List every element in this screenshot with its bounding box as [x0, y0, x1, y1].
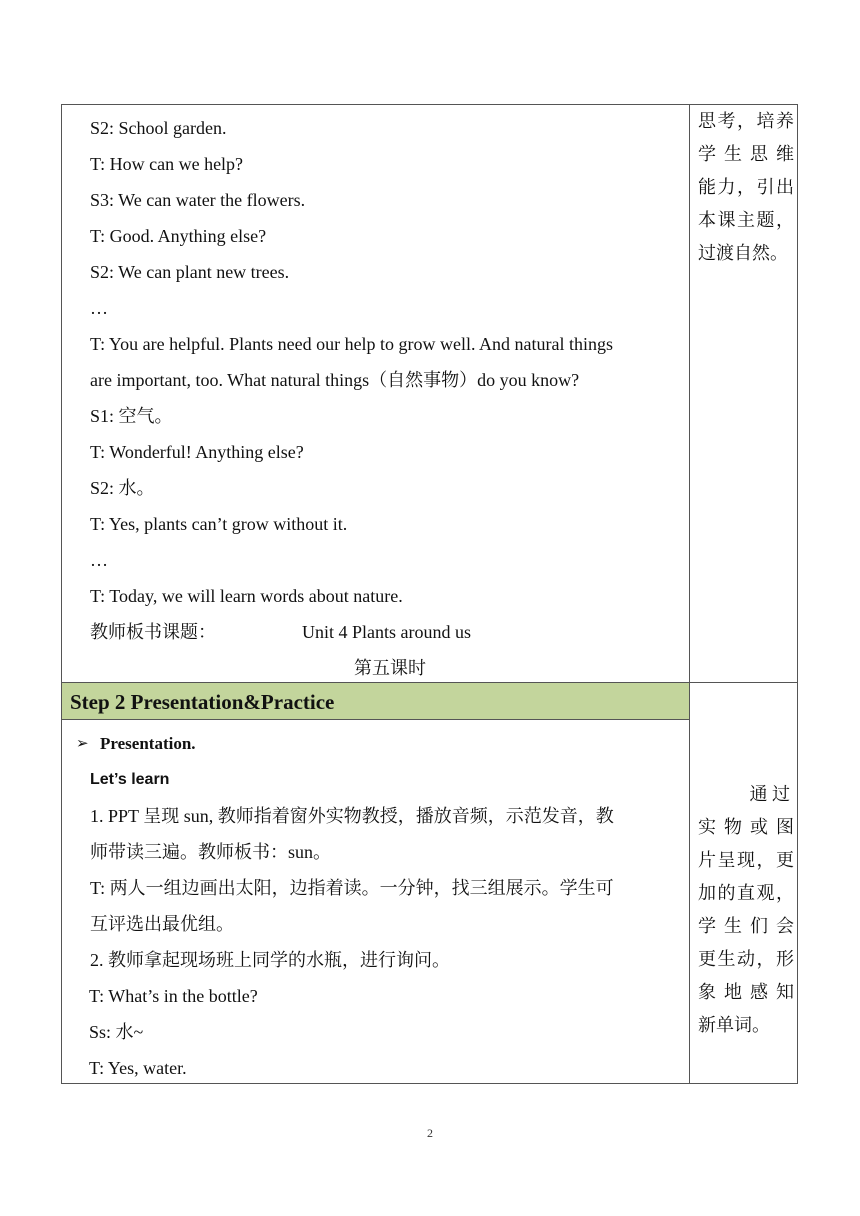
dialogue-line: S3: We can water the flowers.: [90, 190, 306, 210]
dialogue-line: T: Yes, plants can’t grow without it.: [90, 514, 348, 534]
dialogue-line: Ss: 水~: [89, 1022, 144, 1042]
board-label: 教师板书课题：: [90, 622, 216, 642]
ellipsis-line: …: [90, 298, 108, 318]
note-line: 能力，引出: [698, 177, 794, 197]
note-line: 本课主题，: [698, 210, 794, 230]
note-line: 实 物 或 图: [698, 817, 794, 837]
dialogue-line: T: Good. Anything else?: [90, 226, 267, 246]
dialogue-line: T: You are helpful. Plants need our help to grow well. And natural things: [90, 334, 614, 354]
dialogue-line: S2: School garden.: [90, 118, 227, 138]
step-header-bar: [62, 683, 689, 719]
dialogue-line: T: Wonderful! Anything else?: [90, 442, 304, 462]
note-line: 片呈现，更: [698, 850, 794, 870]
note-line: 通 过: [749, 784, 790, 804]
dialogue-line: S2: 水。: [90, 478, 155, 498]
procedure-line: 互评选出最优组。: [90, 914, 234, 934]
dialogue-line: S2: We can plant new trees.: [90, 262, 290, 282]
procedure-line: 师带读三遍。教师板书：sun。: [90, 842, 332, 862]
dialogue-line: T: How can we help?: [90, 154, 244, 174]
board-subtitle: 第五课时: [354, 658, 426, 678]
note-line: 过渡自然。: [698, 243, 788, 263]
subheading: Let’s learn: [90, 771, 170, 788]
lower-teaching-note: [698, 778, 794, 1042]
page-number: 2: [427, 1126, 433, 1140]
dialogue-line: are important, too. What natural things（自然事物）do you know?: [90, 370, 580, 390]
section-heading: Presentation.: [100, 734, 196, 753]
lesson-plan-table: [61, 104, 798, 1084]
note-line: 思考，培养: [698, 111, 794, 131]
note-line: 学 生 们 会: [698, 916, 794, 936]
procedure-line: T: 两人一组边画出太阳，边指着读。一分钟，找三组展示。学生可: [90, 878, 614, 898]
dialogue-line: T: Yes, water.: [89, 1058, 187, 1078]
dialogue-line: T: What’s in the bottle?: [89, 986, 258, 1006]
procedure-line: 1. PPT 呈现 sun, 教师指着窗外实物教授，播放音频，示范发音，教: [90, 806, 614, 826]
step-title: Step 2 Presentation&Practice: [70, 690, 335, 714]
note-line: 学 生 思 维: [698, 144, 794, 164]
dialogue-line: S1: 空气。: [90, 406, 173, 426]
ellipsis-line: …: [90, 550, 108, 570]
procedure-line: 2. 教师拿起现场班上同学的水瓶，进行询问。: [90, 950, 450, 970]
note-line: 更生动，形: [698, 949, 794, 969]
dialogue-line: T: Today, we will learn words about nature.: [90, 586, 403, 606]
upper-teaching-note: [698, 105, 794, 270]
bullet-arrow-icon: ➢: [76, 735, 89, 752]
board-title: Unit 4 Plants around us: [302, 622, 471, 642]
note-line: 加的直观，: [698, 883, 794, 903]
note-line: 象 地 感 知: [698, 982, 794, 1002]
step-header-divider: [62, 719, 690, 720]
note-line: 新单词。: [698, 1015, 770, 1035]
column-divider: [689, 105, 690, 1083]
